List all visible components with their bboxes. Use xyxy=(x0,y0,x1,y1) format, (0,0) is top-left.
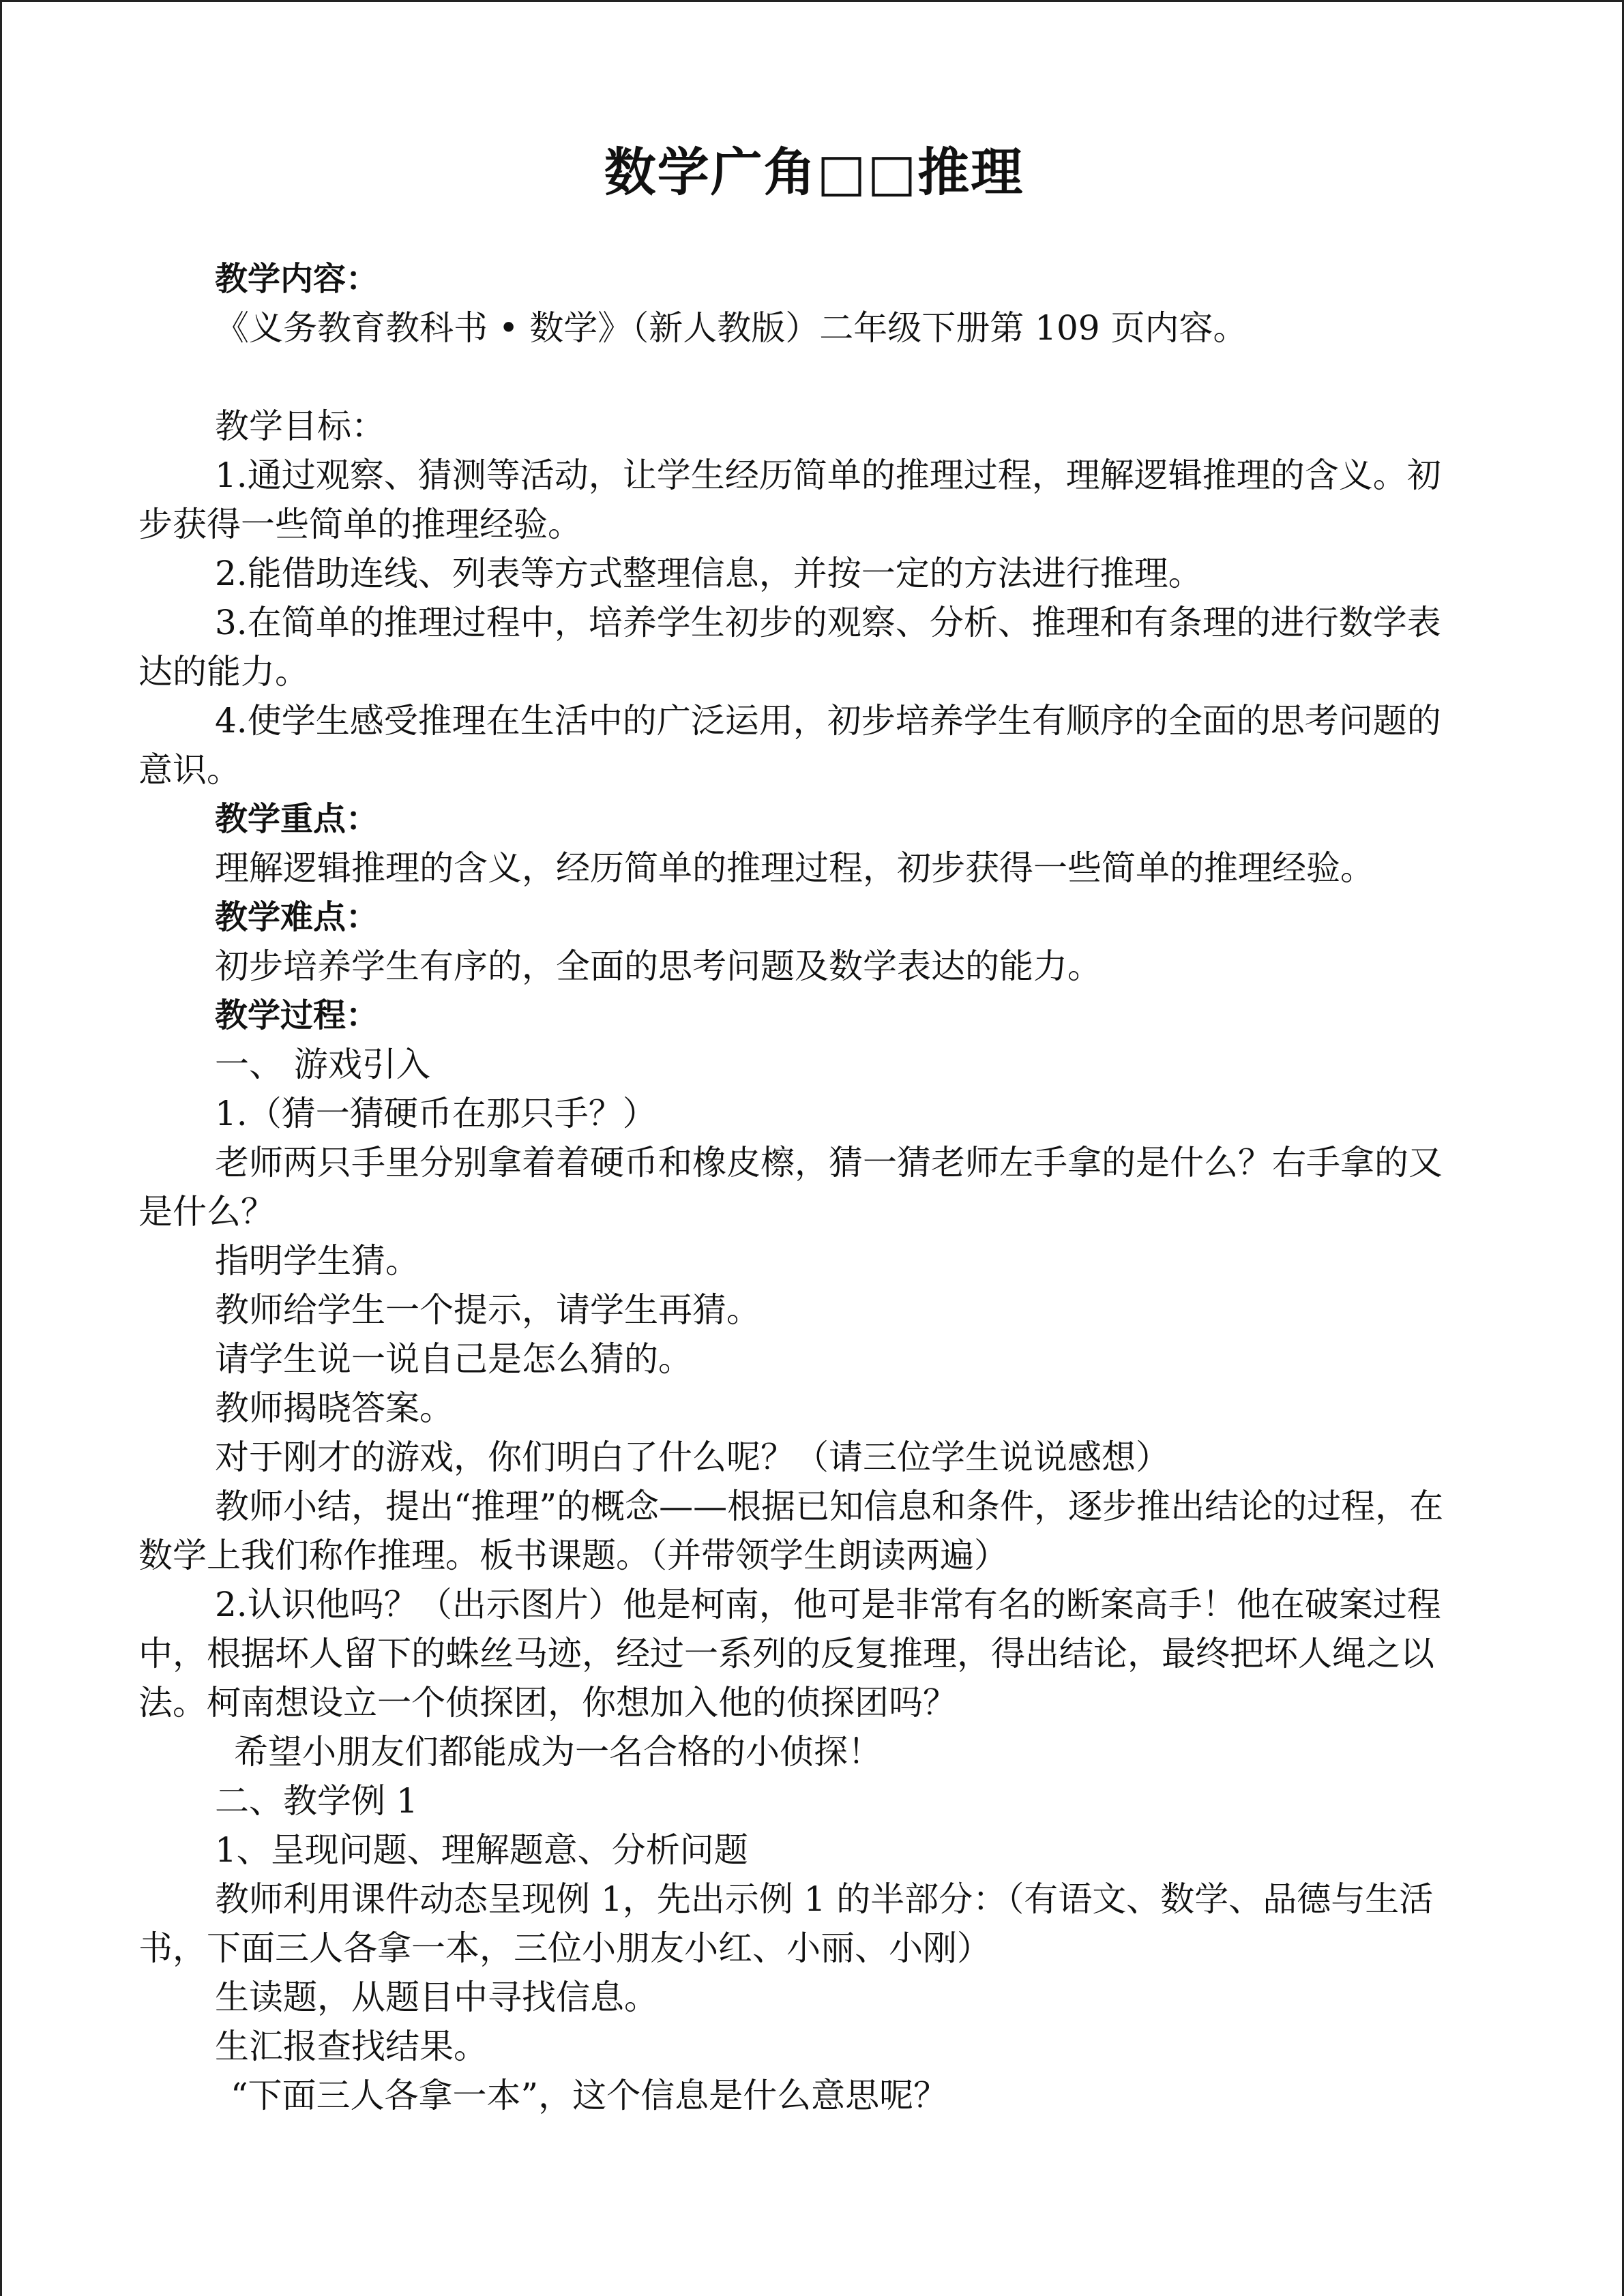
paragraph-question: “下面三人各拿一本”，这个信息是什么意思呢？ xyxy=(231,2076,948,2115)
section-heading-difficulties: 教学难点： xyxy=(215,898,379,936)
game-description: 老师两只手里分别拿着着硬币和橡皮檫，猜一猜老师左手拿的是什么？右手拿的又是什么？ xyxy=(138,1143,1443,1232)
paragraph-answer: 教师揭晓答案。 xyxy=(215,1388,454,1428)
paragraph-conan: 2.认识他吗？（出示图片）他是柯南，他可是非常有名的断案高手！他在破案过程中，根据坏人留下的蛛丝马迹，经过一系列的反复推理，得出结论，最终把坏人绳之以法。柯南想设立一个侦探团，你想加入他的侦探团吗？ xyxy=(138,1585,1441,1723)
paragraph-reflect: 对于刚才的游戏，你们明白了什么呢？（请三位学生说说感想） xyxy=(215,1437,1170,1477)
objective-4: 4.使学生感受推理在生活中的广泛运用，初步培养学生有顺序的全面的思考问题的意识。 xyxy=(138,701,1441,790)
step-2-title: 二、教学例 1 xyxy=(215,1781,418,1821)
paragraph-guess: 指明学生猜。 xyxy=(215,1241,419,1281)
step-2-subtitle: 1、呈现问题、理解题意、分析问题 xyxy=(215,1830,748,1870)
game-1-title: 1.（猜一猜硬币在那只手？） xyxy=(215,1094,657,1133)
paragraph-hope: 希望小朋友们都能成为一名合格的小侦探！ xyxy=(234,1732,882,1772)
objectives-label: 教学目标： xyxy=(215,406,385,446)
paragraph-content: 《义务教育教科书 • 数学》（新人教版）二年级下册第 109 页内容。 xyxy=(215,308,1247,348)
paragraph-read: 生读题，从题目中寻找信息。 xyxy=(215,1978,658,2017)
section-heading-content: 教学内容： xyxy=(215,260,379,298)
paragraph-courseware: 教师利用课件动态呈现例 1，先出示例 1 的半部分：（有语文、数学、品德与生活书，下面三人各拿一本，三位小朋友小红、小丽、小刚） xyxy=(138,1879,1434,1968)
paragraph-hint: 教师给学生一个提示，请学生再猜。 xyxy=(215,1290,761,1330)
paragraph-difficulties: 初步培养学生有序的，全面的思考问题及数学表达的能力。 xyxy=(215,946,1102,986)
page-title: 数学广角□□推理 xyxy=(604,142,1024,203)
document-body xyxy=(138,254,1468,2120)
section-heading-key-points: 教学重点： xyxy=(215,800,379,838)
section-heading-process: 教学过程： xyxy=(215,996,379,1034)
objective-1: 1.通过观察、猜测等活动，让学生经历简单的推理过程，理解逻辑推理的含义。初步获得一些简单的推理经验。 xyxy=(138,456,1441,544)
objective-3: 3.在简单的推理过程中，培养学生初步的观察、分析、推理和有条理的进行数学表达的能力。 xyxy=(138,603,1441,691)
paragraph-report: 生汇报查找结果。 xyxy=(215,2027,488,2066)
step-1-title: 一、 游戏引入 xyxy=(215,1045,430,1084)
paragraph-summary: 教师小结，提出“推理”的概念——根据已知信息和条件，逐步推出结论的过程，在数学上我们称作推理。板书课题。（并带领学生朗读两遍） xyxy=(138,1487,1444,1575)
paragraph-explain: 请学生说一说自己是怎么猜的。 xyxy=(215,1339,692,1379)
paragraph-key-points: 理解逻辑推理的含义，经历简单的推理过程，初步获得一些简单的推理经验。 xyxy=(215,848,1374,888)
objective-2: 2.能借助连线、列表等方式整理信息，并按一定的方法进行推理。 xyxy=(215,554,1202,593)
